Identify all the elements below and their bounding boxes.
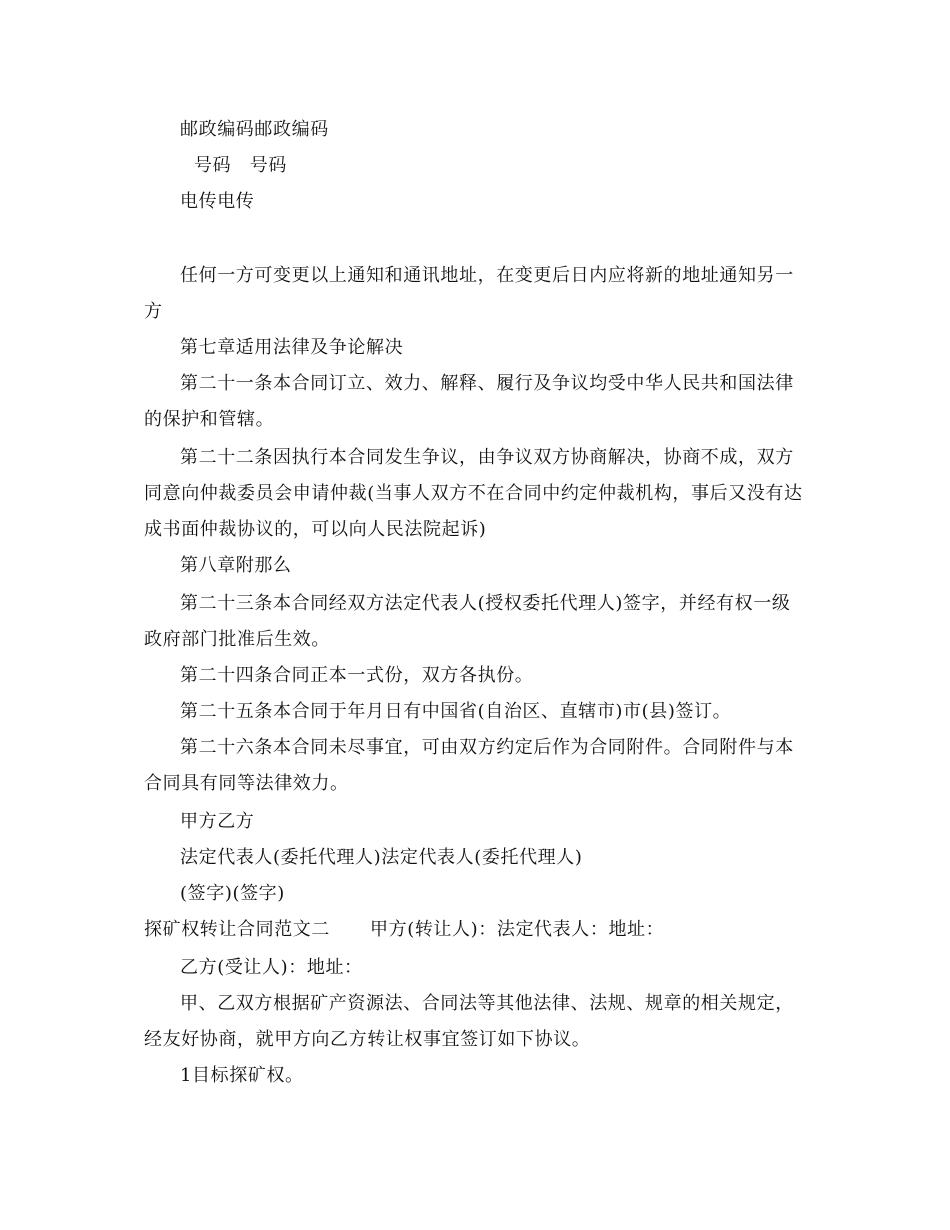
article-23: 第二十三条本合同经双方法定代表人(授权委托代理人)签字，并经有权一级 (180, 593, 791, 614)
article-26: 第二十六条本合同未尽事宜，可由双方约定后作为合同附件。合同附件与本 (180, 737, 794, 758)
article-25: 第二十五条本合同于年月日有中国省(自治区、直辖市)市(县)签订。 (180, 701, 732, 722)
change-notice: 任何一方可变更以上通知和通讯地址，在变更后日内应将新的地址通知另一 (180, 265, 794, 286)
sample2-title: 探矿权转让合同范文二 (144, 919, 330, 940)
chapter7-title: 第七章适用法律及争论解决 (180, 337, 404, 358)
signatures-line: (签字)(签字) (180, 883, 285, 904)
article-21-cont: 的保护和管辖。 (144, 409, 275, 430)
article-23-cont: 政府部门批准后生效。 (144, 629, 330, 650)
sample2-header (144, 918, 664, 942)
intro-cont: 经友好协商，就甲方向乙方转让权事宜签订如下协议。 (144, 1029, 591, 1050)
number-line: 号码 号码 (194, 155, 287, 176)
article-26-cont: 合同具有同等法律效力。 (144, 773, 349, 794)
chapter8-title: 第八章附那么 (180, 555, 292, 576)
article-22-cont1: 同意向仲裁委员会申请仲裁(当事人双方不在合同中约定仲裁机构，事后又没有达 (144, 483, 803, 504)
sample2-party-a: 甲方(转让人)：法定代表人：地址： (370, 919, 665, 940)
change-notice-cont: 方 (144, 301, 163, 322)
legal-reps-line: 法定代表人(委托代理人)法定代表人(委托代理人) (180, 847, 583, 868)
sample2-party-b: 乙方(受让人)：地址： (180, 957, 363, 978)
telex-line: 电传电传 (180, 191, 255, 212)
intro-line: 甲、乙双方根据矿产资源法、合同法等其他法律、法规、规章的相关规定， (180, 993, 794, 1014)
article-22-cont2: 成书面仲裁协议的，可以向人民法院起诉) (144, 519, 487, 540)
postcode-line: 邮政编码邮政编码 (180, 119, 329, 140)
article-24: 第二十四条合同正本一式份，双方各执份。 (180, 665, 534, 686)
article-21: 第二十一条本合同订立、效力、解释、履行及争议均受中华人民共和国法律 (180, 373, 794, 394)
article-22: 第二十二条因执行本合同发生争议，由争议双方协商解决，协商不成，双方 (180, 447, 794, 468)
parties-line: 甲方乙方 (180, 811, 255, 832)
item-1: 1目标探矿权。 (180, 1065, 304, 1086)
